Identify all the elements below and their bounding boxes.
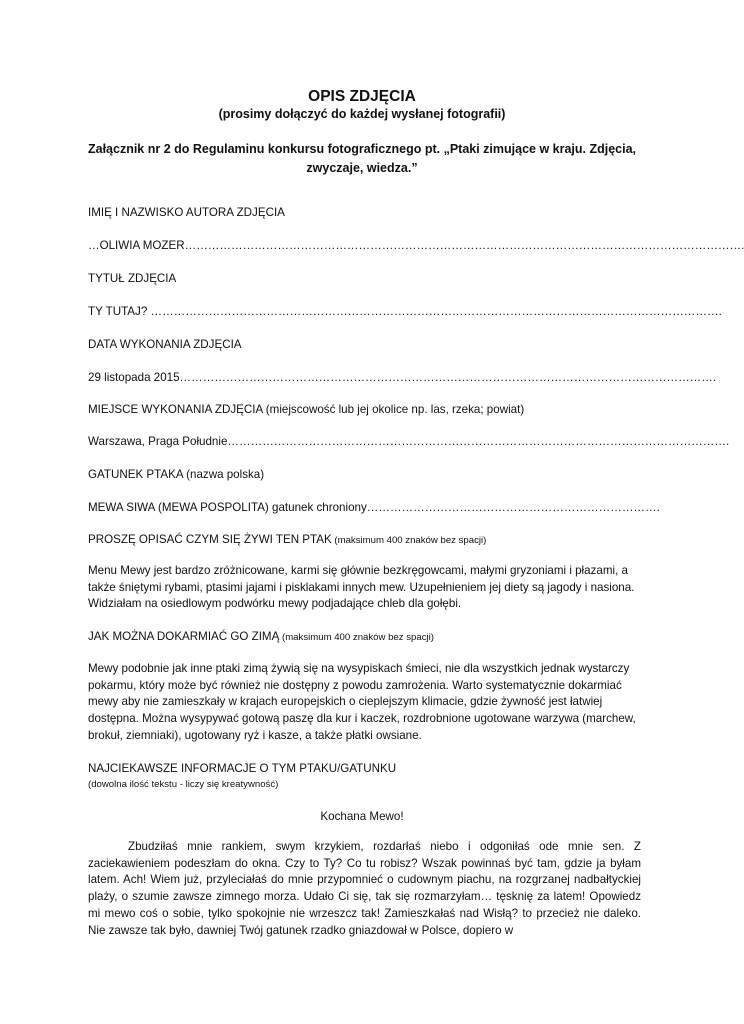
photo-date-value: 29 listopada 2015………………………………………………………………………………………………………………………….: [88, 371, 717, 384]
species-label: GATUNEK PTAKA (nazwa polska): [88, 468, 265, 481]
attachment-note-text: Załącznik nr 2 do Regulaminu konkursu fotograficznego pt. „Ptaki zimujące w kraju. Zdjęcia, zwyczaje, wiedza.”: [87, 142, 637, 175]
info-hint: (dowolna ilość tekstu - liczy się kreatywność): [88, 779, 279, 790]
winter-text: Mewy podobnie jak inne ptaki zimą żywią się na wysypiskach śmieci, nie dla wszystkich jednak wystarczy pokarmu, który może być również nie dostępny z powodu zamrożenia. Warto systematycznie dokarmiać mewy aby nie zamieszkały w krajach europejskich o cieplejszym klimacie, gdzie żywność jest łatwiej dostępna. Można wysypywać gotową paszę dla kur i kaczek, rozdrobnione ugotowane warzywa (marchew, brokuł, ziemniaki), ugotowany ryż i kasze, a także płatki owsiane.: [88, 662, 636, 742]
winter-heading: [88, 630, 640, 643]
author-value: …OLIWIA MOZER……………………………………………………………………………………………………………………………….: [88, 239, 744, 252]
food-hint: (maksimum 400 znaków bez spacji): [331, 535, 487, 546]
document-subtitle: (prosimy dołączyć do każdej wysłanej fotografii): [218, 107, 506, 121]
letter-greeting: Kochana Mewo!: [320, 810, 404, 823]
photo-date-label: DATA WYKONANIA ZDJĘCIA: [88, 338, 242, 351]
photo-place-value: Warszawa, Praga Południe………………………………………………………………………………………………………………….: [88, 435, 730, 448]
document-title: OPIS ZDJĘCIA: [308, 88, 416, 105]
food-heading: [88, 533, 640, 546]
food-label: PROSZĘ OPISAĆ CZYM SIĘ ŻYWI TEN PTAK: [88, 533, 332, 546]
photo-title-value: TY TUTAJ? ………………………………………………………………………………………………………………………………….: [88, 305, 722, 318]
winter-label: JAK MOŻNA DOKARMIAĆ GO ZIMĄ: [88, 630, 280, 643]
photo-title-label: TYTUŁ ZDJĘCIA: [88, 272, 177, 285]
attachment-note: [0, 140, 724, 178]
letter-text: Zbudziłaś mnie rankiem, swym krzykiem, rozdarłaś niebo i odgoniłaś ode mnie sen. Z zaciekawieniem podeszłam do okna. Czy to Ty? Co tu robisz? Wszak powinnaś być tam, gdzie ja byłam latem. Ach! Wiem już, przyleciałaś do mnie przypomnieć o cudownym piachu, na rozgrzanej nadbałtyckiej plaży, o szumie zawsze zimnego morza. Udało Ci się, tak się rozmarzyłam… tęsknię za latem! Opowiedz mi mewo coś o sobie, tylko spokojnie nie wrzeszcz tak! Zamieszkałaś nad Wisłą? to przecież nie daleko. Nie zawsze tak było, dawniej Twój gatunek rzadko gniazdował w Polsce, dopiero w: [88, 840, 641, 937]
photo-place-label: MIEJSCE WYKONANIA ZDJĘCIA (miejscowość lub jej okolice np. las, rzeka; powiat): [88, 403, 525, 416]
info-label: NAJCIEKAWSZE INFORMACJE O TYM PTAKU/GATUNKU: [88, 762, 397, 775]
winter-hint: (maksimum 400 znaków bez spacji): [279, 632, 434, 643]
author-label: IMIĘ I NAZWISKO AUTORA ZDJĘCIA: [88, 206, 285, 219]
species-value: MEWA SIWA (MEWA POSPOLITA) gatunek chroniony………………………………………………………………….: [88, 501, 660, 514]
food-text: Menu Mewy jest bardzo zróżnicowane, karmi się głównie bezkręgowcami, małymi gryzoniami i płazami, a także śniętymi rybami, ptasimi jajami i pisklakami innych mew. Uzupełnieniem jej diety są jagody i nasiona. Widziałam na osiedlowym podwórku mewy podjadające chleb dla gołębi.: [88, 564, 635, 611]
